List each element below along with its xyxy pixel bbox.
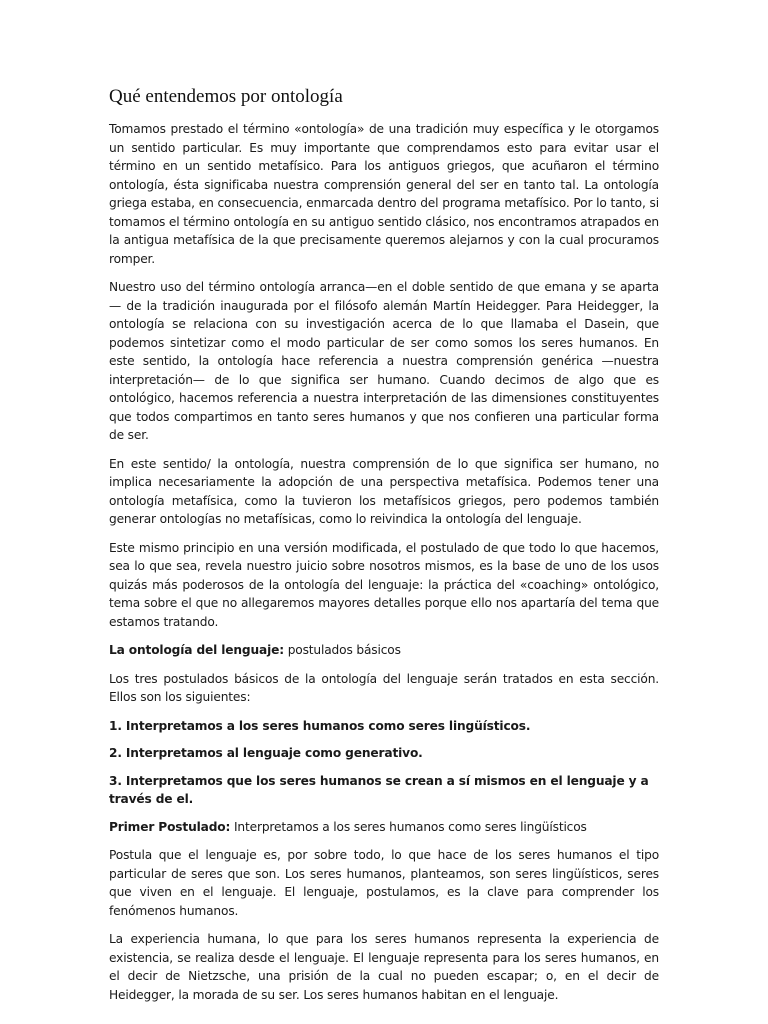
paragraph-4: Este mismo principio en una versión modificada, el postulado de que todo lo que hacemos, sea lo que sea, revela nuestro juicio sobre nosotros mismos, es la base de uno de los usos quizás más poderosos de la ontología del lenguaje: la práctica del «coaching» ontológico, tema sobre el que no allegaremos mayores detalles porque ello nos apartaría del tema que estamos tratando. <box>109 540 659 629</box>
document-title: Qué entendemos por ontología <box>109 86 343 107</box>
postulate-2: 2. Interpretamos al lenguaje como generativo. <box>109 746 423 760</box>
postulates-intro: Los tres postulados básicos de la ontología del lenguaje serán tratados en esta sección. Ellos son los siguientes: <box>109 671 659 704</box>
postulate-3: 3. Interpretamos que los seres humanos se crean a sí mismos en el lenguaje y a través de el. <box>109 773 649 806</box>
paragraph-1: Tomamos prestado el término «ontología» de una tradición muy específica y le otorgamos un sentido particular. Es muy importante que comprendamos esto para evitar usar el término en un sentido metafísico. Para los antiguos griegos, que acuñaron el término ontología, ésta significaba nuestra comprensión general del ser en tanto tal. La ontología griega estaba, en consecuencia, enmarcada dentro del programa metafísico. Por lo tanto, si tomamos el término ontología en su antiguo sentido clásico, nos encontramos atrapados en la antigua metafísica de la que precisamente queremos alejarnos y con la cual procuramos romper. <box>109 122 659 266</box>
closing-paragraph-1: Postula que el lenguaje es, por sobre todo, lo que hace de los seres humanos el tipo particular de seres que son. Los seres humanos, planteamos, son seres lingüísticos, seres que viven en el lenguaje. El lenguaje, postulamos, es la clave para comprender los fenómenos humanos. <box>109 848 659 918</box>
section-heading-rest: postulados básicos <box>283 643 401 657</box>
first-postulate-label: Primer Postulado: <box>109 819 231 834</box>
first-postulate-heading <box>109 818 659 837</box>
closing-paragraph-2: La experiencia humana, lo que para los seres humanos representa la experiencia de existencia, se realiza desde el lenguaje. El lenguaje representa para los seres humanos, en el decir de Nietzsche, una prisión de la cual no pueden escapar; o, en el decir de Heidegger, la morada de su ser. Los seres humanos habitan en el lenguaje. <box>109 932 659 1002</box>
paragraph-2: Nuestro uso del término ontología arranca—en el doble sentido de que emana y se aparta— de la tradición inaugurada por el filósofo alemán Martín Heidegger. Para Heidegger, la ontología se relaciona con su investigación acerca de lo que llamaba el Dasein, que podemos sintetizar como el modo particular de ser como somos los seres humanos. En este sentido, la ontología hace referencia a nuestra comprensión genérica —nuestra interpretación— de lo que significa ser humano. Cuando decimos de algo que es ontológico, hacemos referencia a nuestra interpretación de las dimensiones constituyentes que todos compartimos en tanto seres humanos y que nos confieren una particular forma de ser. <box>109 280 659 442</box>
section-heading-bold: La ontología del lenguaje: <box>109 643 284 657</box>
section-heading <box>109 641 659 660</box>
first-postulate-text: Interpretamos a los seres humanos como seres lingüísticos <box>230 819 587 834</box>
paragraph-3: En este sentido/ la ontología, nuestra comprensión de lo que significa ser humano, no implica necesariamente la adopción de una perspectiva metafísica. Podemos tener una ontología metafísica, como la tuvieron los metafísicos griegos, pero podemos también generar ontologías no metafísicas, como lo reivindica la ontología del lenguaje. <box>109 456 659 526</box>
document-page <box>109 84 659 1014</box>
postulate-1: 1. Interpretamos a los seres humanos como seres lingüísticos. <box>109 718 531 733</box>
